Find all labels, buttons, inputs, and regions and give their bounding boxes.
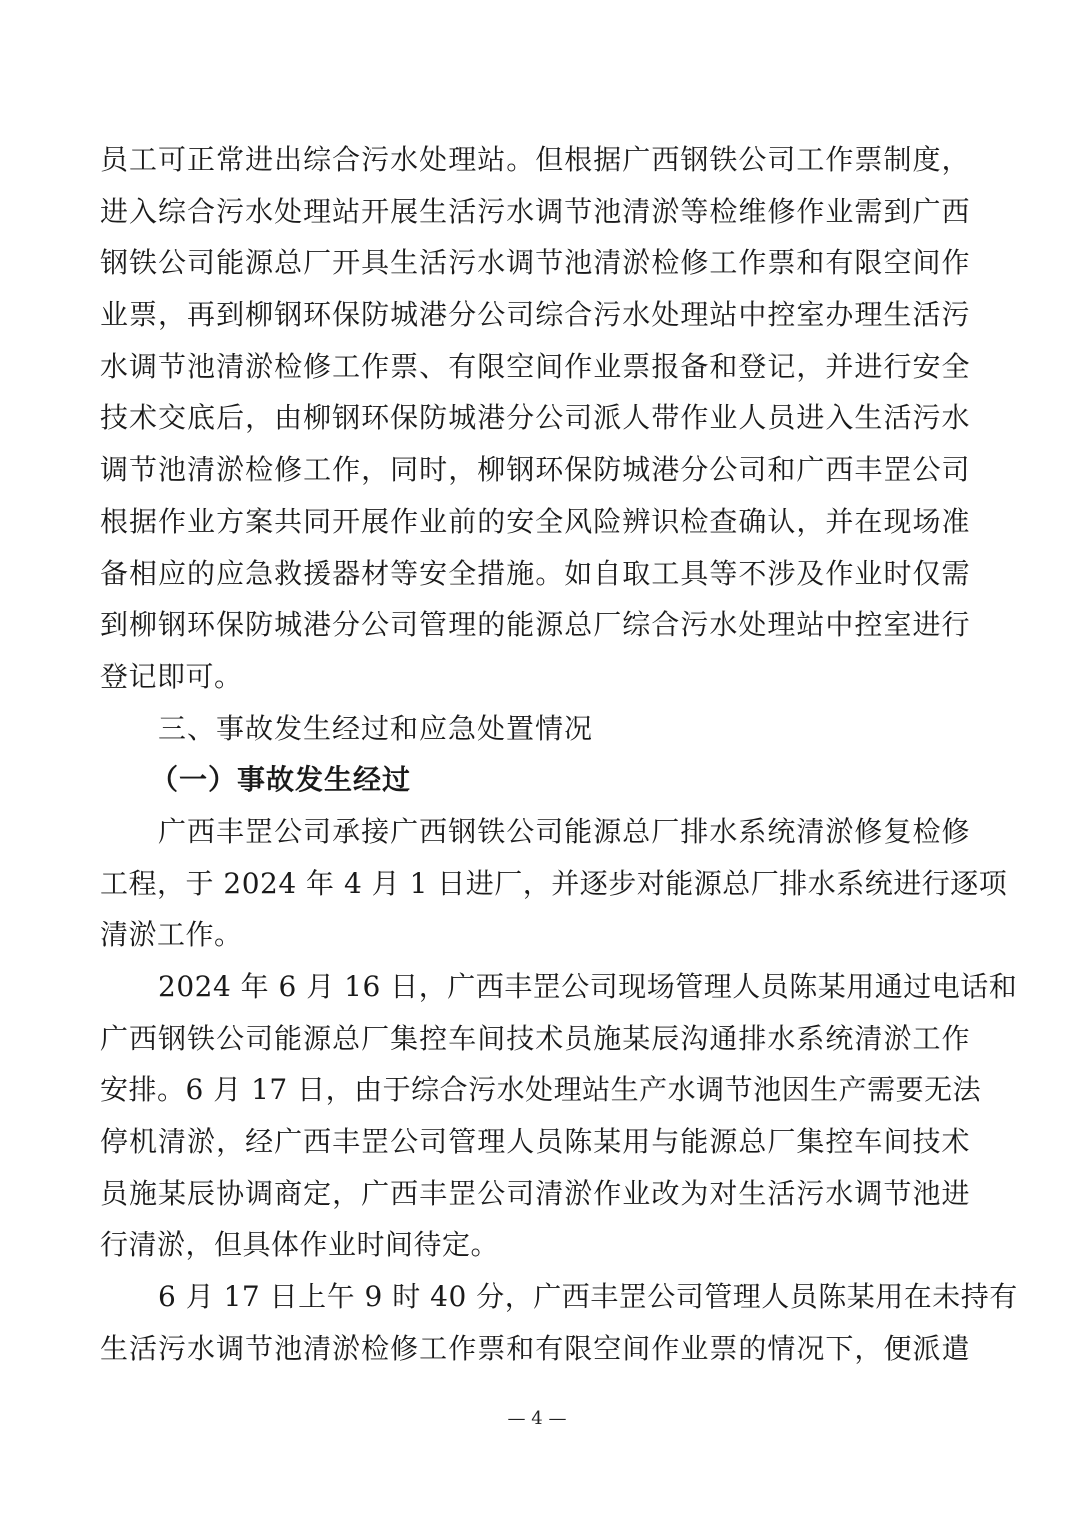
text-line: 进入综合污水处理站开展生活污水调节池清淤等检维修作业需到广西	[100, 194, 970, 228]
text-line: 停机清淤，经广西丰罡公司管理人员陈某用与能源总厂集控车间技术	[100, 1125, 970, 1159]
text-line: 到柳钢环保防城港分公司管理的能源总厂综合污水处理站中控室进行	[100, 608, 970, 642]
text-line: 技术交底后，由柳钢环保防城港分公司派人带作业人员进入生活污水	[100, 401, 970, 435]
text-line: 水调节池清淤检修工作票、有限空间作业票报备和登记，并进行安全	[100, 349, 970, 383]
text-line: 员工可正常进出综合污水处理站。但根据广西钢铁公司工作票制度，	[100, 143, 970, 176]
section-heading: 三、事故发生经过和应急处置情况	[158, 711, 594, 745]
text-line: 员施某辰协调商定，广西丰罡公司清淤作业改为对生活污水调节池进	[100, 1176, 970, 1210]
text-line: 钢铁公司能源总厂开具生活污水调节池清淤检修工作票和有限空间作	[100, 246, 970, 280]
text-line: 行清淤，但具体作业时间待定。	[100, 1228, 500, 1262]
text-line: 调节池清淤检修工作，同时，柳钢环保防城港分公司和广西丰罡公司	[100, 453, 970, 487]
text-line: 根据作业方案共同开展作业前的安全风险辨识检查确认，并在现场准	[100, 504, 970, 538]
text-line: 安排。6 月 17 日，由于综合污水处理站生产水调节池因生产需要无法	[100, 1073, 982, 1107]
text-line: 广西钢铁公司能源总厂集控车间技术员施某辰沟通排水系统清淤工作	[100, 1021, 970, 1055]
text-line: 业票，再到柳钢环保防城港分公司综合污水处理站中控室办理生活污	[100, 298, 970, 332]
text-line: 清淤工作。	[100, 918, 243, 952]
text-line: 备相应的应急救援器材等安全措施。如自取工具等不涉及作业时仅需	[100, 556, 970, 590]
page-number: — 4 —	[507, 1408, 567, 1429]
subsection-heading: （一）事故发生经过	[150, 763, 412, 797]
text-line: 6 月 17 日上午 9 时 40 分，广西丰罡公司管理人员陈某用在未持有	[158, 1280, 1018, 1314]
text-line: 广西丰罡公司承接广西钢铁公司能源总厂排水系统清淤修复检修	[158, 814, 970, 848]
text-line: 2024 年 6 月 16 日，广西丰罡公司现场管理人员陈某用通过电话和	[158, 970, 1018, 1003]
text-line: 生活污水调节池清淤检修工作票和有限空间作业票的情况下，便派遣	[100, 1331, 970, 1365]
text-line: 工程，于 2024 年 4 月 1 日进厂，并逐步对能源总厂排水系统进行逐项	[100, 866, 1008, 900]
text-line: 登记即可。	[100, 659, 243, 693]
body-text	[100, 134, 1018, 1375]
